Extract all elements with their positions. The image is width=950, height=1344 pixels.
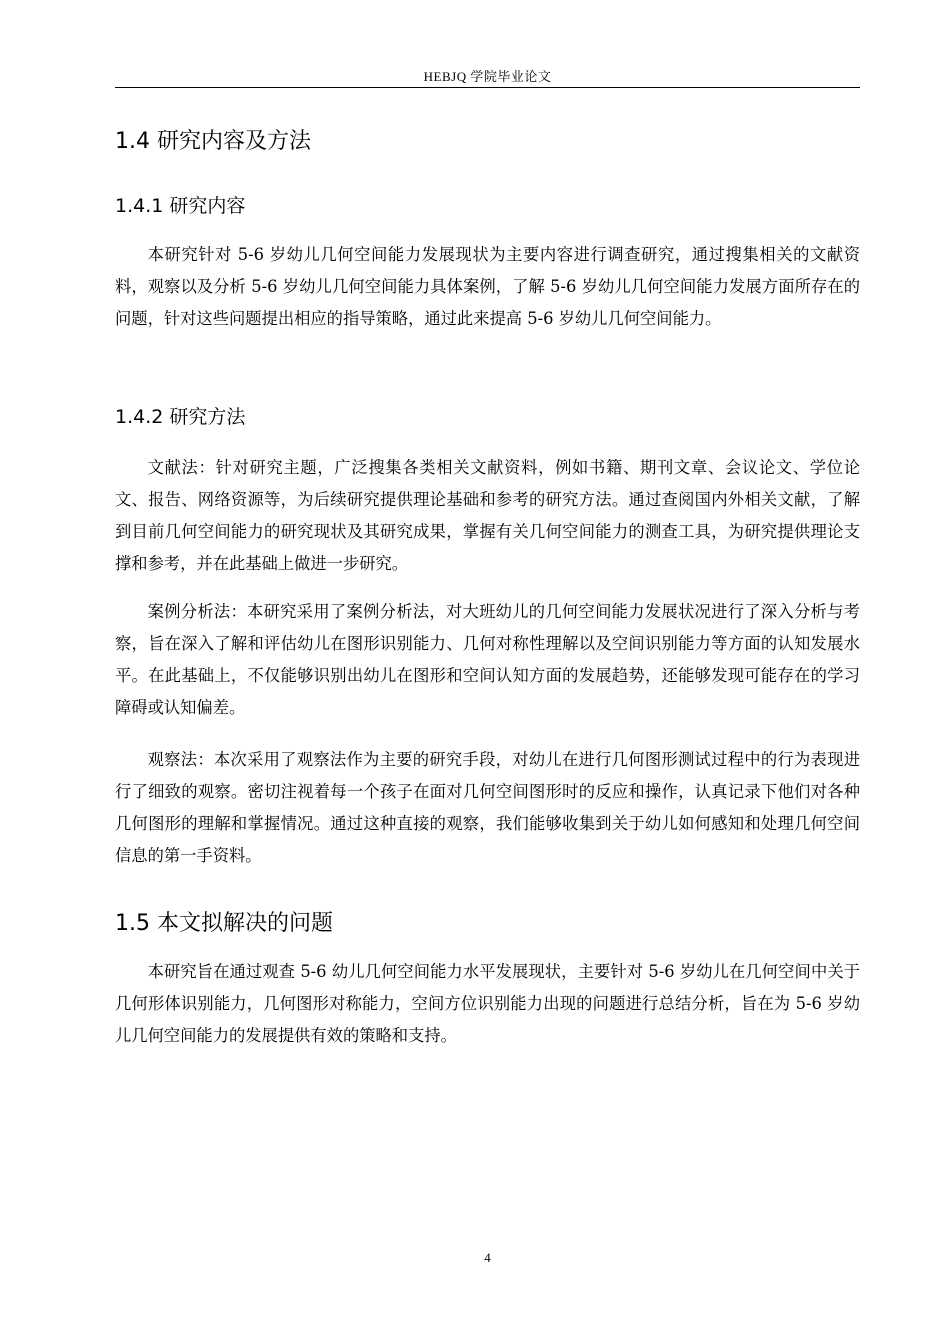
- page-header-title: HEBJQ 学院毕业论文: [423, 69, 552, 84]
- subsection-heading-1-4-1: 1.4.1 研究内容: [115, 195, 246, 217]
- paragraph-literature-method: 文献法：针对研究主题，广泛搜集各类相关文献资料，例如书籍、期刊文章、会议论文、学位论文、报告、网络资源等，为后续研究提供理论基础和参考的研究方法。通过查阅国内外相关文献，了解到目前几何空间能力的研究现状及其研究成果，掌握有关几何空间能力的测查工具，为研究提供理论支撑和参考，并在此基础上做进一步研究。: [115, 458, 860, 573]
- paragraph-problems-to-solve: 本研究旨在通过观查 5-6 幼儿几何空间能力水平发展现状，主要针对 5-6 岁幼儿在几何空间中关于几何形体识别能力，几何图形对称能力，空间方位识别能力出现的问题进行总结分析，旨在为 5-6 岁幼儿几何空间能力的发展提供有效的策略和支持。: [115, 962, 860, 1045]
- paragraph-observation-method: 观察法：本次采用了观察法作为主要的研究手段，对幼儿在进行几何图形测试过程中的行为表现进行了细致的观察。密切注视着每一个孩子在面对几何空间图形时的反应和操作，认真记录下他们对各种几何图形的理解和掌握情况。通过这种直接的观察，我们能够收集到关于幼儿如何感知和处理几何空间信息的第一手资料。: [115, 750, 860, 865]
- section-heading-1-5: 1.5 本文拟解决的问题: [115, 911, 333, 936]
- header-divider: [115, 87, 860, 88]
- section-heading-1-4: 1.4 研究内容及方法: [115, 129, 311, 154]
- subsection-heading-1-4-2: 1.4.2 研究方法: [115, 406, 246, 428]
- paragraph-case-analysis-method: 案例分析法：本研究采用了案例分析法，对大班幼儿的几何空间能力发展状况进行了深入分析与考察，旨在深入了解和评估幼儿在图形识别能力、几何对称性理解以及空间识别能力等方面的认知发展水平。在此基础上，不仅能够识别出幼儿在图形和空间认知方面的发展趋势，还能够发现可能存在的学习障碍或认知偏差。: [115, 602, 860, 717]
- page-number: 4: [484, 1250, 491, 1265]
- paragraph-research-content: 本研究针对 5-6 岁幼儿几何空间能力发展现状为主要内容进行调查研究，通过搜集相关的文献资料，观察以及分析 5-6 岁幼儿几何空间能力具体案例，了解 5-6 岁幼儿几何空间能力发展方面所存在的问题，针对这些问题提出相应的指导策略，通过此来提高 5-6 岁幼儿几何空间能力。: [115, 245, 860, 328]
